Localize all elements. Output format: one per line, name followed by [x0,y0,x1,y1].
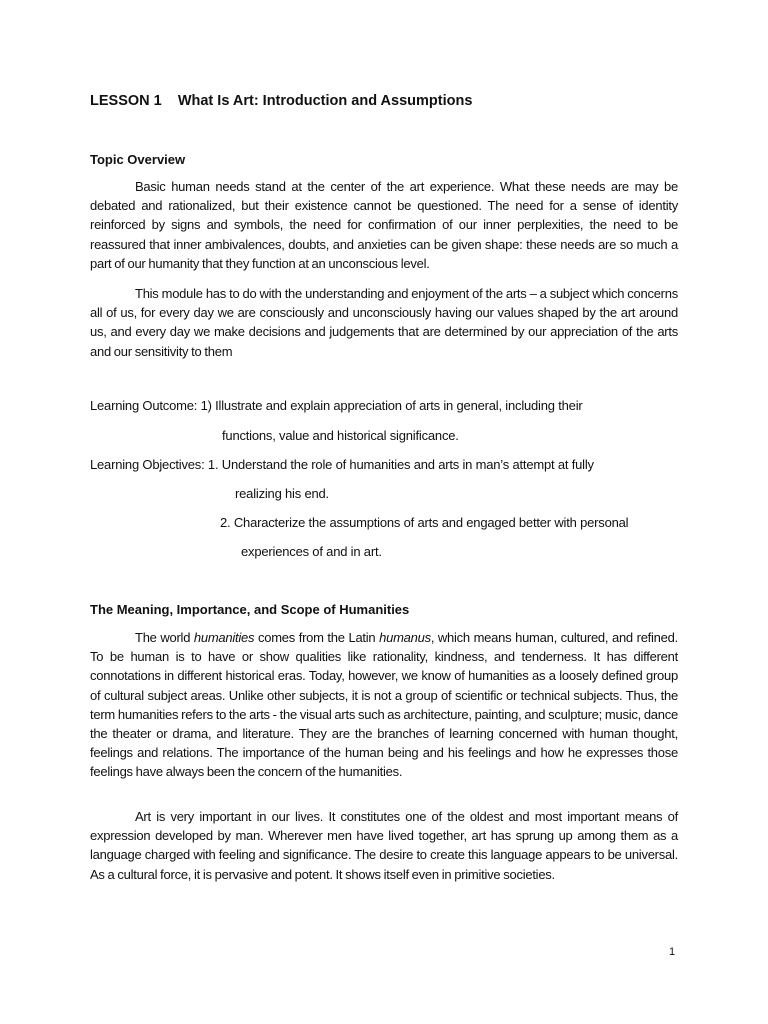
page-number: 1 [669,946,676,958]
text-run: The world [135,630,194,645]
topic-overview-heading: Topic Overview [90,152,186,167]
text-run: comes from the Latin [254,630,380,645]
learning-objectives-line-1: Learning Objectives: 1. Understand the role of humanities and arts in man’s attempt at fully [90,457,594,472]
overview-paragraph-2 [90,284,678,361]
italic-term: humanus [379,630,431,645]
meaning-paragraph-2 [90,807,678,884]
learning-outcome-line-1: Learning Outcome: 1) Illustrate and explain appreciation of arts in general, including their [90,398,583,413]
learning-objectives-line-3: 2. Characterize the assumptions of arts and engaged better with personal [220,515,629,530]
learning-outcome-line-2: functions, value and historical significance. [222,428,459,443]
italic-term: humanities [193,630,255,645]
meaning-paragraph-1 [90,628,678,782]
meaning-paragraph-2-text: Art is very important in our lives. It constitutes one of the oldest and most important means of expression developed by man. Wherever men have lived together, art has sprung up among them as a language charged with feeling and significance. The desire to create this language appears to be universal. As a cultural force, it is pervasive and potent. It shows itself even in primitive societies. [90,809,678,882]
learning-objectives-line-2: realizing his end. [235,486,329,501]
overview-paragraph-2-text: This module has to do with the understanding and enjoyment of the arts – a subject which concerns all of us, for every day we are consciously and unconsciously having our values shaped by the art around us, and every day we make decisions and judgements that are determined by our appreciation of the arts and our sensitivity to them [90,286,678,359]
overview-paragraph-1-text: Basic human needs stand at the center of the art experience. What these needs are may be debated and rationalized, but their existence cannot be questioned. The need for a sense of identity reinforced by signs and symbols, the need for confirmation of our inner perplexities, the need to be reassured that inner ambivalences, doubts, and anxieties can be given shape: these needs are so much a part of our humanity that they function at an unconscious level. [90,179,678,271]
lesson-title: LESSON 1 What Is Art: Introduction and Assumptions [90,93,473,109]
text-run: , which means human, cultured, and refined. To be human is to have or show qualities like rationality, kindness, and tenderness. It has different connotations in different historical eras. Today, however, we know of humanities as a loosely defined group of cultural subject areas. Unlike other subjects, it is not a group of scientific or technical subjects. Thus, the term humanities refers to the arts - the visual arts such as architecture, painting, and sculpture; music, dance the theater or drama, and literature. They are the branches of learning concerned with human thought, feelings and relations. The importance of the human being and his feelings and how he expresses those feelings have always been the concern of the humanities. [90,630,678,780]
meaning-heading: The Meaning, Importance, and Scope of Humanities [90,602,410,617]
overview-paragraph-1 [90,177,678,273]
learning-objectives-line-4: experiences of and in art. [241,544,382,559]
